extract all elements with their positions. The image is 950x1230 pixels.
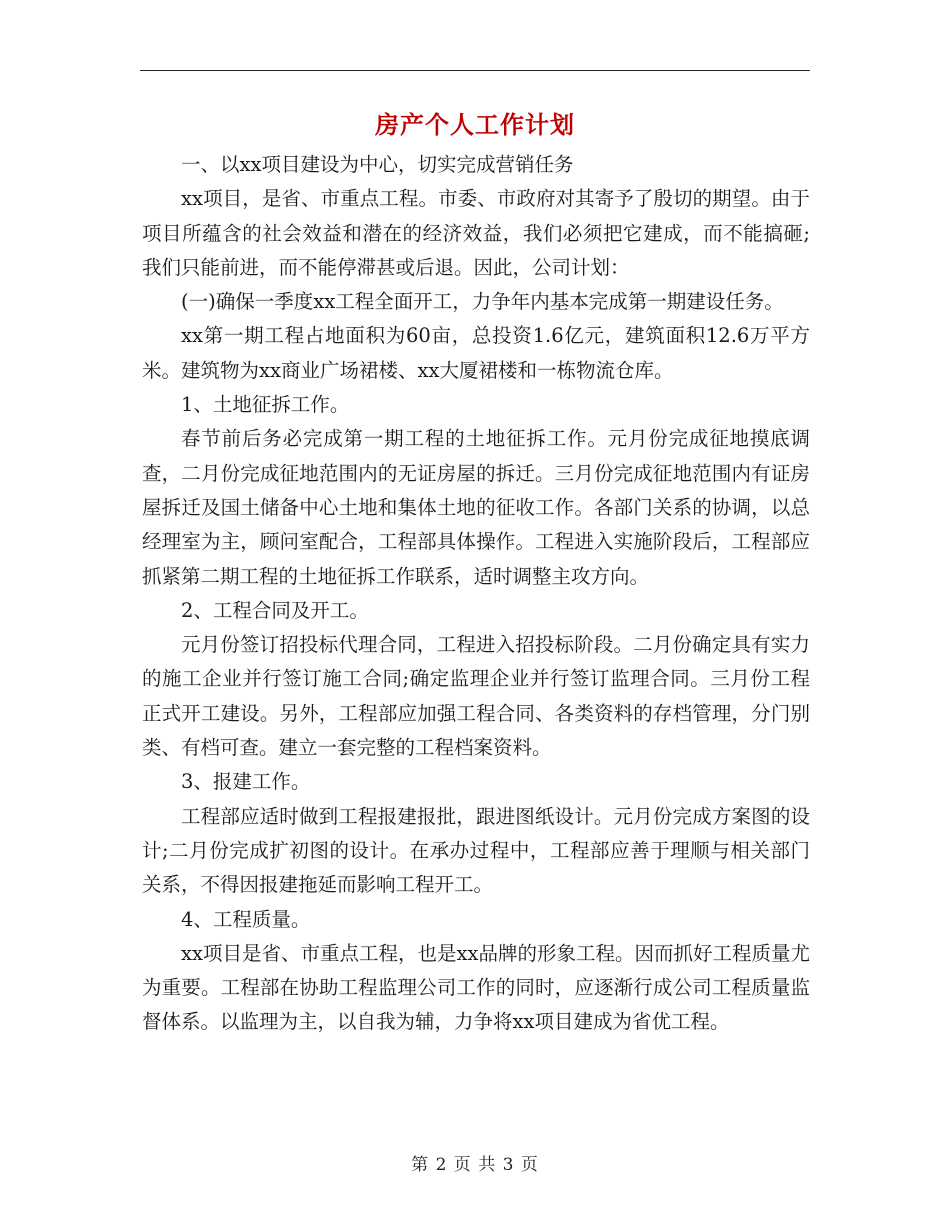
paragraph-project-intro: xx项目，是省、市重点工程。市委、市政府对其寄予了殷切的期望。由于项目所蕴含的社会效益和潜在的经济效益，我们必须把它建成，而不能搞砸;我们只能前进，而不能停滞甚或后退。因此，公司计划： [142, 187, 810, 279]
document-body [142, 148, 810, 1040]
paragraph-phase-one: xx第一期工程占地面积为60亩，总投资1.6亿元，建筑面积12.6万平方米。建筑物为xx商业广场裙楼、xx大厦裙楼和一栋物流仓库。 [142, 324, 810, 382]
paragraph-contracts: 元月份签订招投标代理合同，工程进入招投标阶段。二月份确定具有实力的施工企业并行签订施工合同;确定监理企业并行签订监理合同。三月份工程正式开工建设。另外，工程部应加强工程合同、各类资料的存档管理，分门别类、有档可查。建立一套完整的工程档案资料。 [142, 633, 810, 760]
heading-item-4: 4、工程质量。 [181, 907, 311, 931]
header-rule [140, 70, 810, 71]
heading-item-2: 2、工程合同及开工。 [181, 598, 369, 622]
paragraph-quality: xx项目是省、市重点工程，也是xx品牌的形象工程。因而抓好工程质量尤为重要。工程部在协助工程监理公司工作的同时，应逐渐行成公司工程质量监督体系。以监理为主，以自我为辅，力争将xx项目建成为省优工程。 [142, 941, 810, 1034]
heading-subsection-1: (一)确保一季度xx工程全面开工，力争年内基本完成第一期建设任务。 [181, 290, 784, 314]
heading-item-3: 3、报建工作。 [181, 770, 311, 794]
document-title: 房产个人工作计划 [375, 110, 575, 139]
heading-section-1: 一、以xx项目建设为中心，切实完成营销任务 [181, 153, 574, 176]
paragraph-land-acquisition: 春节前后务必完成第一期工程的土地征拆工作。元月份完成征地摸底调查，二月份完成征地范围内的无证房屋的拆迁。三月份完成征地范围内有证房屋拆迁及国土储备中心土地和集体土地的征收工作。各部门关系的协调，以总经理室为主，顾问室配合，工程部具体操作。工程进入实施阶段后，工程部应抓紧第二期工程的土地征拆工作联系，适时调整主攻方向。 [142, 427, 810, 588]
page-number-footer: 第 2 页 共 3 页 [411, 1155, 539, 1175]
heading-item-1: 1、土地征拆工作。 [181, 393, 350, 417]
paragraph-permits: 工程部应适时做到工程报建报批，跟进图纸设计。元月份完成方案图的设计;二月份完成扩初图的设计。在承办过程中，工程部应善于理顺与相关部门关系，不得因报建拖延而影响工程开工。 [142, 804, 810, 897]
